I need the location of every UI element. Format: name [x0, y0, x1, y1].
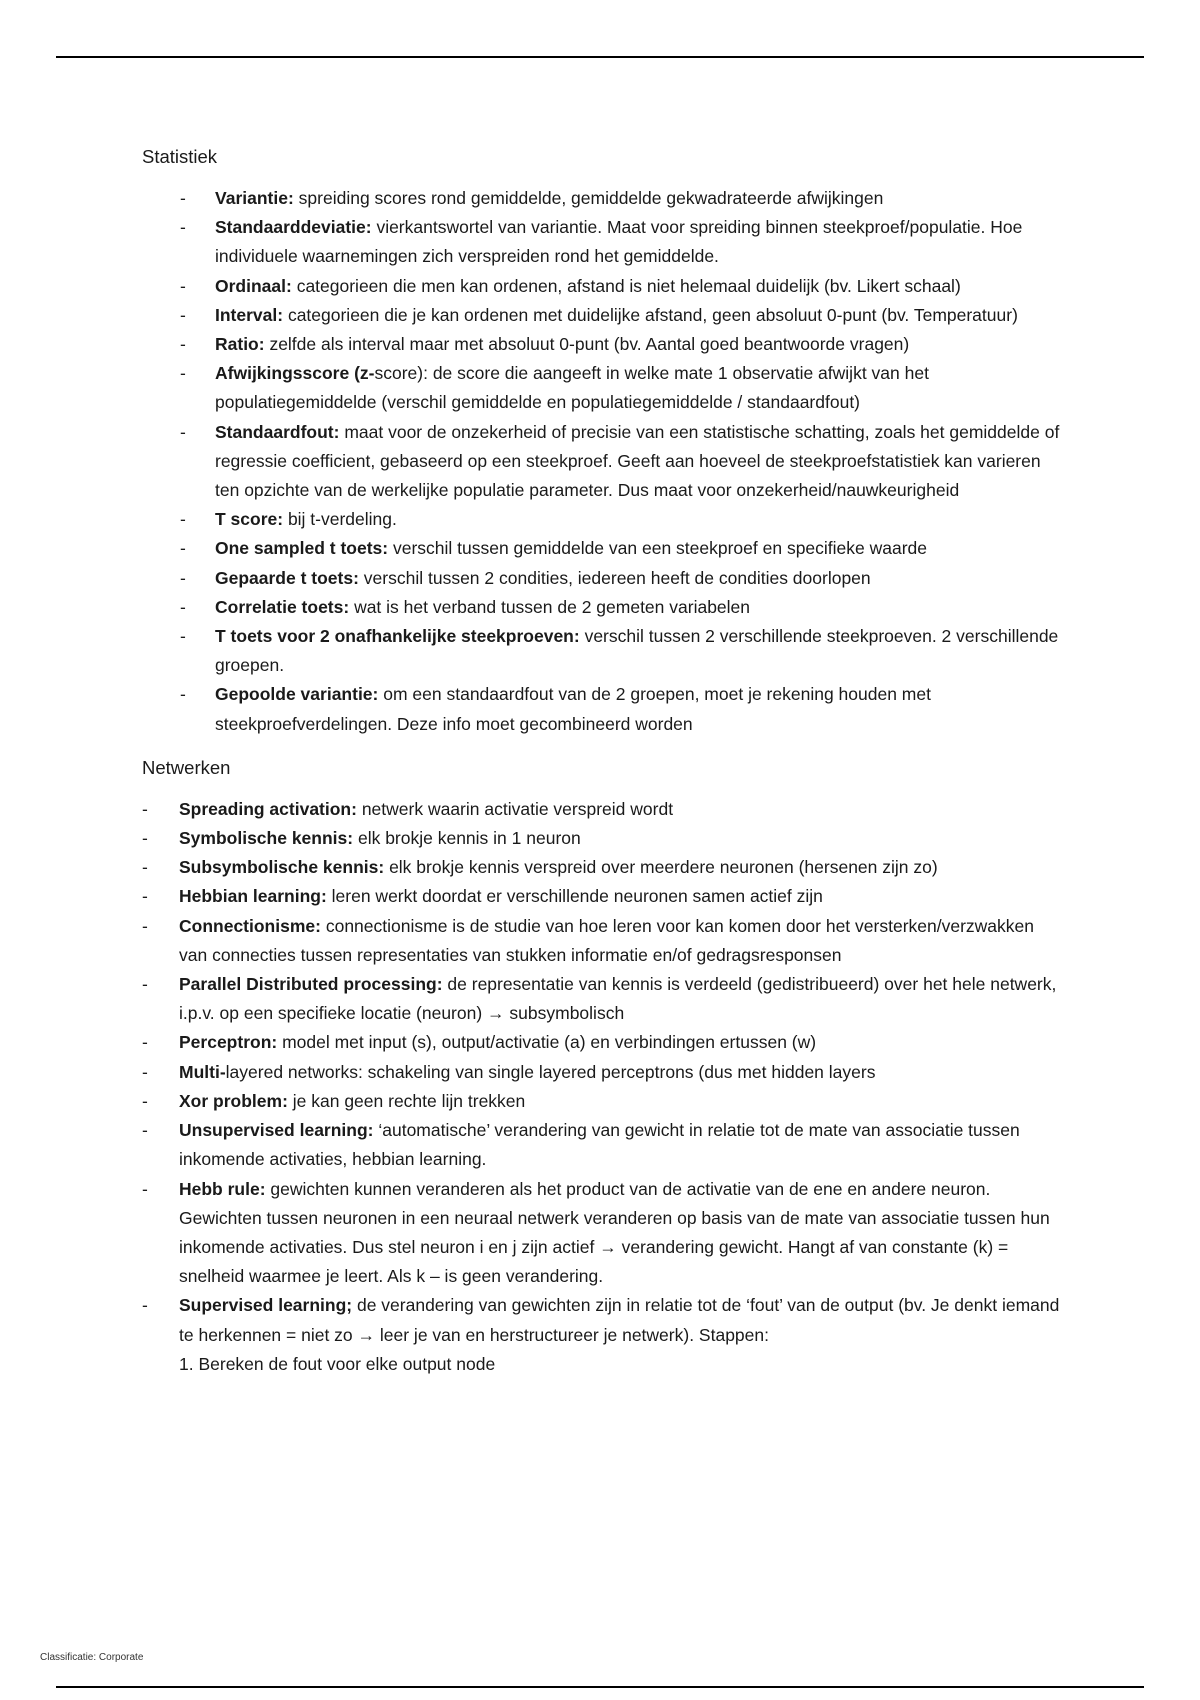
list-item: - Hebb rule: gewichten kunnen veranderen als het product van de activatie van de ene en andere neuron. Gewichten tussen neuronen in een neuraal netwerk veranderen op basis van de mate van associatie tussen hun inkomende activaties. Dus stel neuron i en j zijn actief → verandering gewicht. Hangt af van constante (k) = snelheid waarmee je leert. Als k – is geen verandering. [142, 1178, 1050, 1287]
list-item: - Hebbian learning: leren werkt doordat er verschillende neuronen samen actief zijn [142, 886, 823, 907]
list-item: - Variantie: spreiding scores rond gemiddelde, gemiddelde gekwadrateerde afwijkingen [180, 188, 884, 208]
step-line: 1. Bereken de fout voor elke output node [179, 1353, 496, 1374]
bottom-rule [56, 1686, 1144, 1688]
document-body [142, 142, 1062, 1379]
list-item: - T score: bij t-verdeling. [180, 509, 397, 530]
list-item: - Afwijkingsscore (z-score): de score die aangeeft in welke mate 1 observatie afwijkt van het populatiegemiddelde (verschil gemiddelde en populatiegemiddelde / standaardfout) [180, 363, 929, 413]
list-item: - Unsupervised learning: ‘automatische’ verandering van gewicht in relatie tot de mate van associatie tussen inkomende activaties, hebbian learning. [142, 1120, 1020, 1170]
statistiek-list [142, 184, 1062, 739]
netwerken-list [139, 795, 1062, 1379]
list-item: - Interval: categorieen die je kan ordenen met duidelijke afstand, geen absoluut 0-punt (bv. Temperatuur) [180, 304, 1018, 325]
list-item: - Gepoolde variantie: om een standaardfout van de 2 groepen, moet je rekening houden met steekproefverdelingen. Deze info moet gecombineerd worden [180, 684, 931, 734]
list-item: - Ratio: zelfde als interval maar met absoluut 0-punt (bv. Aantal goed beantwoorde vragen) [180, 334, 910, 355]
list-item: - Standaarddeviatie: vierkantswortel van variantie. Maat voor spreiding binnen steekproef/populatie. Hoe individuele waarnemingen zich verspreiden rond het gemiddelde. [180, 217, 1023, 267]
top-rule [56, 56, 1144, 58]
list-item: - One sampled t toets: verschil tussen gemiddelde van een steekproef en specifieke waarde [180, 538, 928, 559]
list-item: - Gepaarde t toets: verschil tussen 2 condities, iedereen heeft de condities doorlopen [180, 567, 871, 588]
list-item: - Symbolische kennis: elk brokje kennis in 1 neuron [142, 828, 581, 849]
list-item: - Subsymbolische kennis: elk brokje kennis verspreid over meerdere neuronen (hersenen zijn zo) [142, 857, 938, 878]
list-item: - Connectionisme: connectionisme is de studie van hoe leren voor kan komen door het versterken/verzwakken van connecties tussen representaties van stukken informatie en/of gedragsresponsen [142, 915, 1034, 965]
list-item: - Standaardfout: maat voor de onzekerheid of precisie van een statistische schatting, zoals het gemiddelde of regressie coefficient, gebaseerd op een steekproef. Geeft aan hoeveel de steekproefstatistiek kan varieren ten opzichte van de werkelijke populatie parameter. Dus maat voor onzekerheid/nauwkeurigheid [180, 421, 1060, 501]
list-item: - Parallel Distributed processing: de representatie van kennis is verdeeld (gedistribueerd) over het hele netwerk, i.p.v. op een specifieke locatie (neuron) → subsymbolisch [142, 974, 1057, 1024]
classification-label: Classificatie: Corporate [40, 1652, 144, 1663]
list-item: - T toets voor 2 onafhankelijke steekproeven: verschil tussen 2 verschillende steekproeven. 2 verschillende groepen. [180, 626, 1059, 676]
list-item: - Ordinaal: categorieen die men kan ordenen, afstand is niet helemaal duidelijk (bv. Likert schaal) [180, 275, 961, 296]
list-item: - Multi-layered networks: schakeling van single layered perceptrons (dus met hidden layers [142, 1061, 876, 1082]
list-item: - Correlatie toets: wat is het verband tussen de 2 gemeten variabelen [180, 596, 751, 617]
section-title-netwerken: Netwerken [142, 756, 231, 778]
list-item: - Perceptron: model met input (s), output/activatie (a) en verbindingen ertussen (w) [142, 1032, 817, 1053]
section-title-statistiek: Statistiek [142, 146, 218, 167]
list-item: - Supervised learning; de verandering van gewichten zijn in relatie tot de ‘fout’ van de output (bv. Je denkt iemand te herkennen = niet zo → leer je van en herstructureer je netwerk). Stappen: 1. Bereken de fout voor elke output node [139, 1291, 1062, 1379]
list-item: - Spreading activation: netwerk waarin activatie verspreid wordt [142, 798, 674, 819]
list-item: - Xor problem: je kan geen rechte lijn trekken [142, 1090, 526, 1111]
